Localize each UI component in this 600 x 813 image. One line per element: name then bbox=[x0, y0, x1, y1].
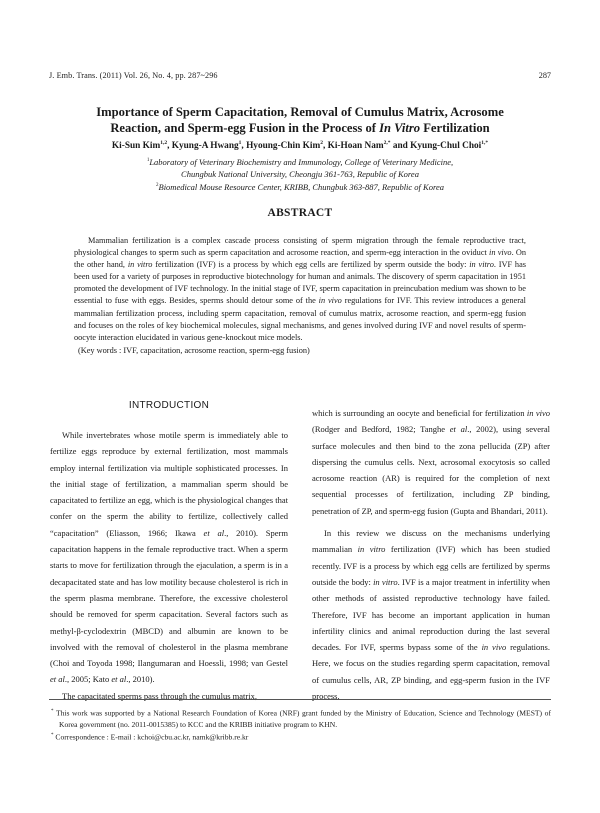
right-column bbox=[312, 405, 550, 704]
body-italic: et al bbox=[449, 424, 468, 435]
page-number: 287 bbox=[538, 71, 551, 80]
author-affil: 1 bbox=[238, 140, 242, 146]
affiliation-2 bbox=[40, 180, 560, 193]
author-name: Ki-Sun Kim bbox=[111, 141, 161, 152]
body-italic: et al bbox=[111, 674, 127, 685]
beta-symbol: β bbox=[76, 625, 81, 636]
abstract-text: fertilization (IVF) is a process by which egg cells are fertilized by sperm outside the body: bbox=[152, 260, 470, 270]
left-column bbox=[50, 427, 288, 704]
footnotes bbox=[49, 706, 551, 742]
footnote-mark: * bbox=[51, 732, 54, 738]
body-text: ., 2002), using several surface molecules and then bind to the zona pellucida (ZP) after dispersing the cumulus cells. Next, acrosomal exocytosis so called acrosome reaction (AR) is required for the completion of next sequential processes of fertilization, including ZP binding, penetration of ZP, and sperm-egg fusion (Gupta and Bhandari, 2011). bbox=[312, 424, 550, 516]
affiliation-text: Biomedical Mouse Resource Center, KRIBB, Chungbuk 363-887, Republic of Korea bbox=[158, 181, 444, 192]
abstract-text: . On the other hand, bbox=[74, 248, 527, 270]
title-line-1: Importance of Sperm Capacitation, Removal of Cumulus Matrix, Acrosome bbox=[96, 105, 504, 119]
body-text: fertilization (IVF) which has been studied recently. IVF is a process by which egg cells are fertilized by sperms outside the body: bbox=[312, 544, 550, 587]
abstract-body bbox=[74, 235, 526, 357]
body-text: ., 2005; Kato bbox=[64, 674, 112, 685]
body-paragraph bbox=[50, 427, 288, 688]
body-text: which is surrounding an oocyte and beneficial for fertilization bbox=[312, 408, 527, 418]
abstract-heading: ABSTRACT bbox=[267, 207, 333, 219]
title-italic: In Vitro bbox=[379, 121, 421, 135]
abstract-italic: in vitro bbox=[127, 260, 153, 270]
body-paragraph bbox=[312, 525, 550, 704]
journal-citation: J. Emb. Trans. (2011) Vol. 26, No. 4, pp. 287~296 bbox=[49, 71, 218, 80]
body-text: ., 2010). Sperm capacitation happens in the female reproductive tract. When a sperm starts to move for fertilization through the ejaculation, a sperm is in a decapacitated state and has low motility because cholesterol is rich in the sperm plasma membrane. Therefore, the excessive cholesterol should be removed for sperm capacitation. Several factors such as methyl- bbox=[50, 527, 288, 636]
affiliation-mark: 2 bbox=[156, 182, 159, 188]
keywords: (Key words : IVF, capacitation, acrosome reaction, sperm-egg fusion) bbox=[78, 345, 310, 355]
body-italic: in vivo bbox=[481, 642, 507, 653]
body-text: In this review we discuss on the mechanisms underlying mammalian bbox=[312, 528, 550, 555]
affiliations bbox=[40, 155, 560, 193]
body-italic: et al bbox=[203, 527, 225, 538]
section-heading-introduction: INTRODUCTION bbox=[128, 400, 210, 411]
body-italic: in vivo bbox=[526, 408, 550, 418]
body-text: (Rodger and Bedford, 1982; Tanghe bbox=[312, 424, 450, 435]
author-name: Kyung-A Hwang bbox=[171, 141, 239, 152]
body-text: -cyclodextrin (MBCD) and albumin are known to be involved with the removal of cholesterol in the plasma membrane (Choi and Toyoda 1998; Ilangumaran and Hoessli, 1998; van Gestel bbox=[50, 625, 288, 669]
body-italic: et al bbox=[50, 674, 65, 685]
affiliation-text: Laboratory of Veterinary Biochemistry and Immunology, College of Veterinary Medicine, bbox=[149, 156, 454, 167]
body-paragraph bbox=[312, 405, 550, 519]
footnote-mark: * bbox=[51, 709, 54, 714]
title-text: Reaction, and Sperm-egg Fusion in the Process of bbox=[110, 121, 380, 135]
author-affil: 1,* bbox=[481, 140, 489, 146]
title-line-2 bbox=[40, 120, 560, 136]
footnote-funding bbox=[49, 706, 551, 730]
abstract-text: regulations for IVF. This review introduces a general mammalian fertilization process, including sperm capacitation, removal of cumulus matrix, acrosome reaction, and sperm-egg fusion and focuses on the roles of key biochemical molecules, signal mechanisms, and genes involved during IVF and novel results of sperm-oocyte interaction elucidated in various gene-knockout mice models. bbox=[74, 296, 526, 342]
footnote-text: Correspondence : E-mail : kchoi@cbu.ac.kr, namk@kribb.re.kr bbox=[55, 732, 249, 742]
body-italic: in vitro bbox=[373, 576, 398, 587]
footnote-divider bbox=[49, 699, 551, 700]
body-italic: in vitro bbox=[357, 544, 386, 555]
abstract-paragraph bbox=[74, 235, 526, 344]
abstract-italic: in vitro bbox=[469, 260, 494, 270]
footnote-text: This work was supported by a National Research Foundation of Korea (NRF) grant funded by the Ministry of Education, Science and Technology (MEST) of Korea government (no. 2011-0015385) to KCC and the KRIBB initiative program to KHN. bbox=[55, 708, 551, 729]
author-affil: 1,2 bbox=[160, 140, 168, 146]
affiliation-1-cont: Chungbuk National University, Cheongju 361-763, Republic of Korea bbox=[181, 168, 419, 179]
affiliation-1 bbox=[40, 155, 560, 168]
author-list: Ki-Sun Kim$^{1,2}$, Kyung-A Hwang$^1$, Hyoung-Chin Kim$^2$, Ki-Hoan Nam$^{2,*}$ and Kyung-Chul Choi$^{1,*}$ bbox=[111, 140, 489, 152]
abstract-text: Mammalian fertilization is a complex cascade process consisting of sperm migration through the female reproductive tract, physiological changes to sperm such as sperm capacitation and acrosome reaction, and sperm-egg interaction in the oviduct bbox=[74, 236, 526, 258]
author-affil: 2 bbox=[320, 140, 323, 146]
title-text: Fertilization bbox=[420, 121, 490, 135]
footnote-correspondence bbox=[49, 730, 551, 743]
body-paragraph: The capacitated sperms pass through the cumulus matrix, bbox=[62, 690, 257, 701]
abstract-text: . IVF has been used for a variety of purposes in reproductive biotechnology for human and animals. The discovery of sperm capacitation in 1951 promoted the development of IVF technology. In the initial stage of IVF, sperm capacitation in preincubation medium was shown to be essential to fuse with eggs. Besides, sperms should detour some of the bbox=[74, 260, 526, 306]
abstract-italic: in vivo bbox=[489, 248, 512, 258]
abstract-italic: in vivo bbox=[318, 296, 342, 306]
body-text: While invertebrates whose motile sperm is immediately able to fertilize eggs reproduce by external fertilization, most mammals employ internal fertilization via multiple sophisticated processes. In the initial stage of fertilization, a mammalian sperm should be capacitated to fertilize an egg, which is the physiological changes that confer on the sperm the ability to fertilize, collectively called “capacitation” (Eliasson, 1966; Ikawa bbox=[50, 430, 288, 538]
paper-title bbox=[40, 104, 560, 136]
author-name: Kyung-Chul Choi bbox=[410, 141, 482, 152]
author-affil: 2,* bbox=[383, 140, 391, 146]
body-text: regulations. Here, we focus on the studies regarding sperm capacitation, removal of cumulus cells, AR, ZP binding, and egg-sperm fusion in the IVF process. bbox=[312, 642, 550, 702]
body-text: ., 2010). bbox=[126, 674, 155, 685]
affiliation-mark: 1 bbox=[146, 158, 150, 163]
author-name: Ki-Hoan Nam bbox=[327, 141, 384, 152]
author-name: Hyoung-Chin Kim bbox=[246, 141, 321, 152]
body-text: . IVF is a major treatment in infertility when other methods of assisted reproductive technology have failed. Therefore, IVF has become an important application in human infertility clinics and animal reproduction during the last several decades. For IVF, sperms bypass some of the bbox=[312, 576, 550, 653]
